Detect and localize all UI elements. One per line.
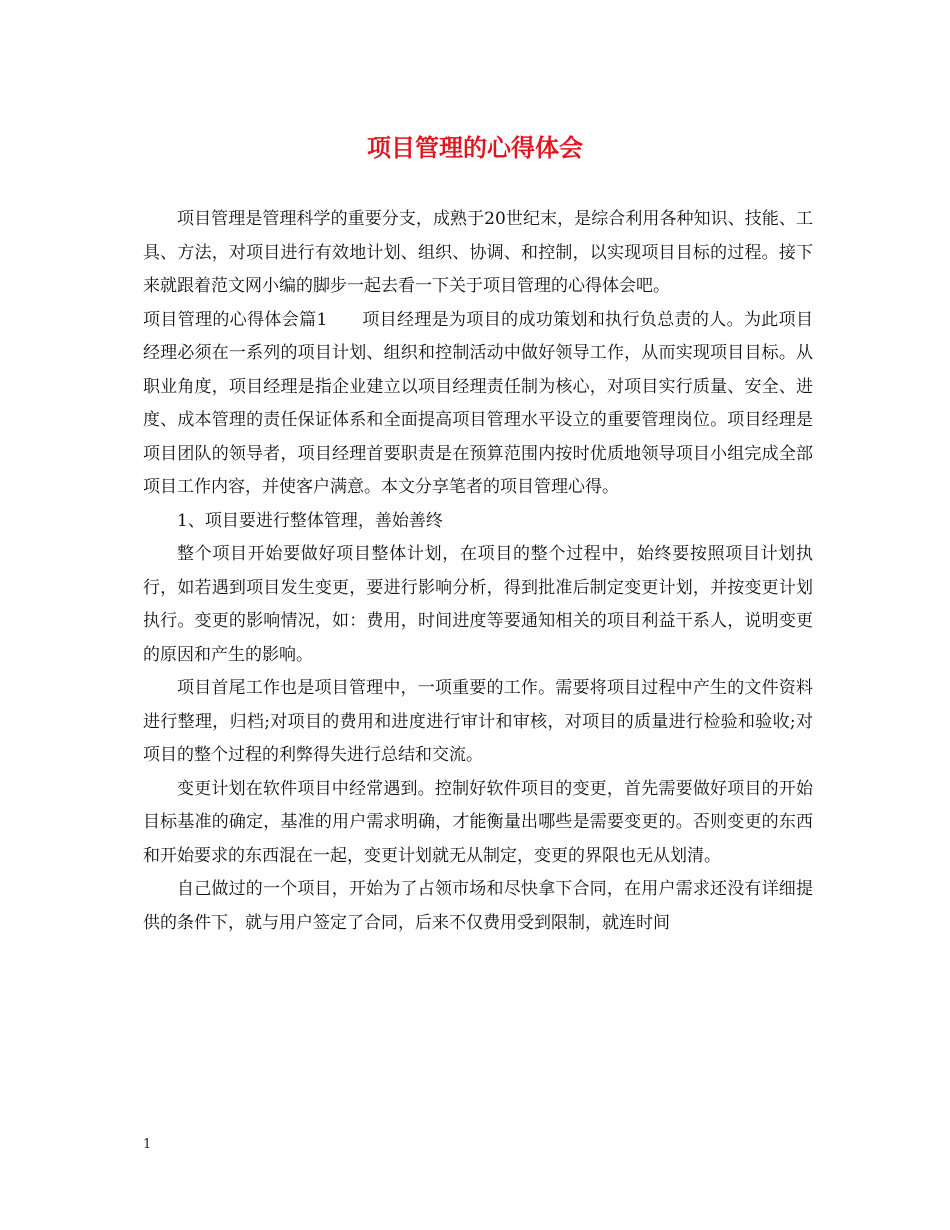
paragraph: 项目首尾工作也是项目管理中，一项重要的工作。需要将项目过程中产生的文件资料进行整理，归档;对项目的费用和进度进行审计和审核，对项目的质量进行检验和验收;对项目的整个过程的利弊得失进行总结和交流。 <box>143 678 813 765</box>
paragraph-part-1: 项目管理的心得体会篇1 项目经理是为项目的成功策划和执行负总责的人。为此项目经理必须在一系列的项目计划、组织和控制活动中做好领导工作，从而实现项目目标。从职业角度，项目经理是指企业建立以项目经理责任制为核心，对项目实行质量、安全、进度、成本管理的责任保证体系和全面提高项目管理水平设立的重要管理岗位。项目经理是项目团队的领导者，项目经理首要职责是在预算范围内按时优质地领导项目小组完成全部项目工作内容，并使客户满意。本文分享笔者的项目管理心得。 <box>143 309 813 497</box>
paragraph: 变更计划在软件项目中经常遇到。控制好软件项目的变更，首先需要做好项目的开始目标基准的确定，基准的用户需求明确，才能衡量出哪些是需要变更的。否则变更的东西和开始要求的东西混在一起，变更计划就无从制定，变更的界限也无从划清。 <box>143 778 813 866</box>
section-heading-1: 1、项目要进行整体管理，善始善终 <box>177 510 443 531</box>
paragraph: 自己做过的一个项目，开始为了占领市场和尽快拿下合同，在用户需求还没有详细提供的条件下，就与用户签定了合同，后来不仅费用受到限制，就连时间 <box>143 879 813 933</box>
paragraph: 整个项目开始要做好项目整体计划，在项目的整个过程中，始终要按照项目计划执行，如若遇到项目发生变更，要进行影响分析，得到批准后制定变更计划，并按变更计划执行。变更的影响情况，如：费用，时间进度等要通知相关的项目利益干系人，说明变更的原因和产生的影响。 <box>143 544 813 665</box>
page-number: 1 <box>143 1137 152 1152</box>
document-body <box>143 203 813 940</box>
document-title: 项目管理的心得体会 <box>367 133 583 162</box>
intro-paragraph: 项目管理是管理科学的重要分支，成熟于20世纪末，是综合利用各种知识、技能、工具、方法，对项目进行有效地计划、组织、协调、和控制，以实现项目目标的过程。接下来就跟着范文网小编的脚步一起去看一下关于项目管理的心得体会吧。 <box>143 209 813 296</box>
